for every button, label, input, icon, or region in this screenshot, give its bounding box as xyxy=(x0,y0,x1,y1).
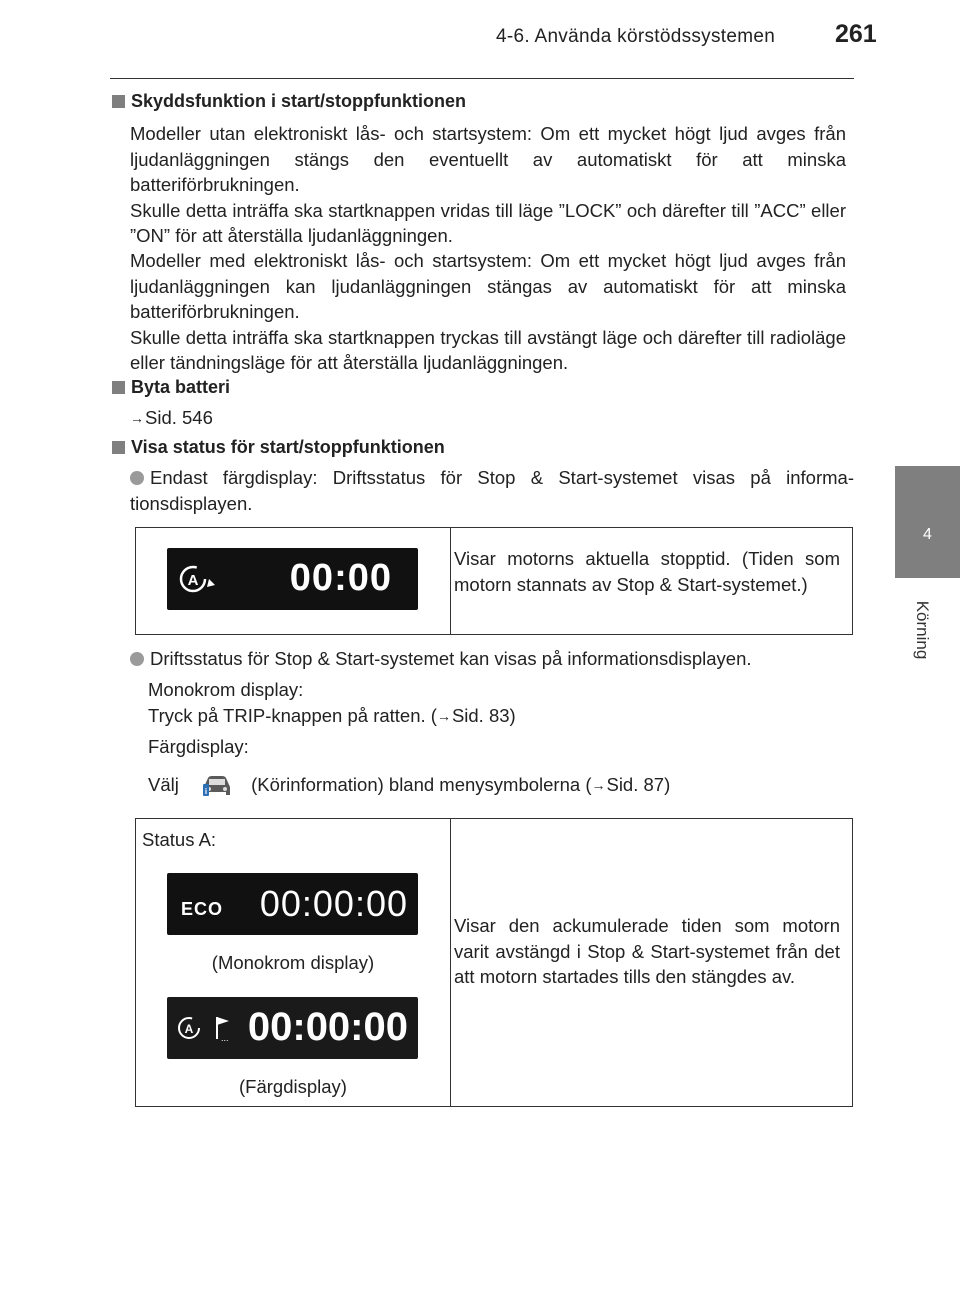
mono-display xyxy=(167,873,418,935)
mono-time-value: 00:00:00 xyxy=(259,883,408,924)
heading-text: Visa status för start/stoppfunktionen xyxy=(131,437,445,457)
heading-text: Byta batteri xyxy=(131,377,231,397)
svg-text:...: ... xyxy=(221,1033,229,1043)
choose-instruction xyxy=(148,772,864,799)
bullet-text: Driftsstatus för Stop & Start-systemet kan visas på informationsdisplayen. xyxy=(150,648,752,669)
svg-text:i: i xyxy=(204,787,208,796)
chapter-label xyxy=(900,590,932,670)
mono-instructions xyxy=(148,677,864,729)
table-divider xyxy=(450,528,451,634)
paragraph-without-smart-key xyxy=(130,121,846,249)
mono-text: Tryck på TRIP-knappen på ratten. ( xyxy=(148,704,437,726)
bullet-text: Endast färgdisplay: Driftsstatus för Stop & Start-systemet visas på informa-tionsdisplayen. xyxy=(130,467,854,514)
page-reference[interactable]: Sid. 83) xyxy=(451,704,516,726)
battery-reference[interactable] xyxy=(130,405,846,432)
stop-time-table xyxy=(135,527,853,635)
color-display xyxy=(167,997,418,1059)
square-bullet-icon xyxy=(112,95,125,108)
table-divider xyxy=(450,819,451,1106)
chapter-number: 4 xyxy=(923,526,932,543)
accumulated-time-description: Visar den ackumulerade tiden som motorn varit avstängd i Stop & Start-systemet från det att motorn startades tills den stängdes av. xyxy=(454,915,840,987)
paragraph-with-smart-key xyxy=(130,248,846,376)
bullet-info-display xyxy=(130,646,752,672)
stop-time-value: 00:00 xyxy=(289,557,392,599)
mono-caption: (Monokrom display) xyxy=(211,952,375,973)
round-bullet-icon xyxy=(130,652,144,666)
section-heading-protection xyxy=(112,91,466,112)
heading-text: Skyddsfunktion i start/stoppfunktionen xyxy=(131,91,467,111)
driving-info-icon xyxy=(199,770,235,800)
page-reference[interactable]: Sid. 87) xyxy=(606,774,671,795)
paragraph-text: Skulle detta inträffa ska startknappen vridas till läge ”LOCK” och därefter till ”ACC” eller ”ON” för att återställa ljudanläggningen. xyxy=(130,199,846,246)
color-label: Färgdisplay: xyxy=(148,736,249,757)
arrow-right-icon: → xyxy=(130,410,144,426)
page-reference[interactable]: Sid. 546 xyxy=(145,407,213,428)
auto-stop-flag-icon xyxy=(167,997,247,1059)
arrow-right-icon: → xyxy=(591,777,606,793)
bullet-color-display xyxy=(130,465,854,516)
choose-text: Välj xyxy=(148,774,179,795)
paragraph-text: Modeller med elektroniskt lås- och startsystem: Om ett mycket högt ljud avges från ljudanläggningen kan ljudanläggningen stängas av automatiskt för att minska batteriförbrukningen. xyxy=(130,250,846,322)
header-divider xyxy=(110,78,854,79)
page-number: 261 xyxy=(835,20,877,48)
status-label: Status A: xyxy=(142,829,217,850)
paragraph-text: Skulle detta inträffa ska startknappen tryckas till avstängt läge och därefter till radioläge eller tändningsläge för att återställa ljudanläggningen. xyxy=(130,326,846,373)
section-heading-battery xyxy=(112,377,230,398)
stop-time-description: Visar motorns aktuella stopptid. (Tiden som motorn stannats av Stop & Start-systemet.) xyxy=(454,548,840,595)
stop-time-display xyxy=(167,548,418,610)
accumulated-time-table xyxy=(135,818,853,1107)
chapter-tab xyxy=(895,466,960,578)
eco-indicator: ECO xyxy=(181,899,224,919)
section-title: 4-6. Använda körstödssystemen xyxy=(496,26,776,47)
arrow-right-icon: → xyxy=(436,707,451,724)
paragraph-text: Modeller utan elektroniskt lås- och startsystem: Om ett mycket högt ljud avges från ljudanläggningen stängs den eventuellt av automatiskt för att minska batteriförbrukningen. xyxy=(130,123,846,195)
svg-text:A: A xyxy=(187,572,199,589)
color-time-value: 00:00:00 xyxy=(247,1005,408,1049)
round-bullet-icon xyxy=(130,471,144,485)
color-caption: (Färgdisplay) xyxy=(239,1076,347,1097)
square-bullet-icon xyxy=(112,381,125,394)
svg-text:A: A xyxy=(184,1022,194,1036)
section-heading-status xyxy=(112,437,445,458)
choose-text: (Körinformation) bland menysymbolerna ( xyxy=(251,774,592,795)
mono-label: Monokrom display: xyxy=(148,679,304,700)
chapter-label-text: Körning xyxy=(913,600,932,660)
square-bullet-icon xyxy=(112,441,125,454)
